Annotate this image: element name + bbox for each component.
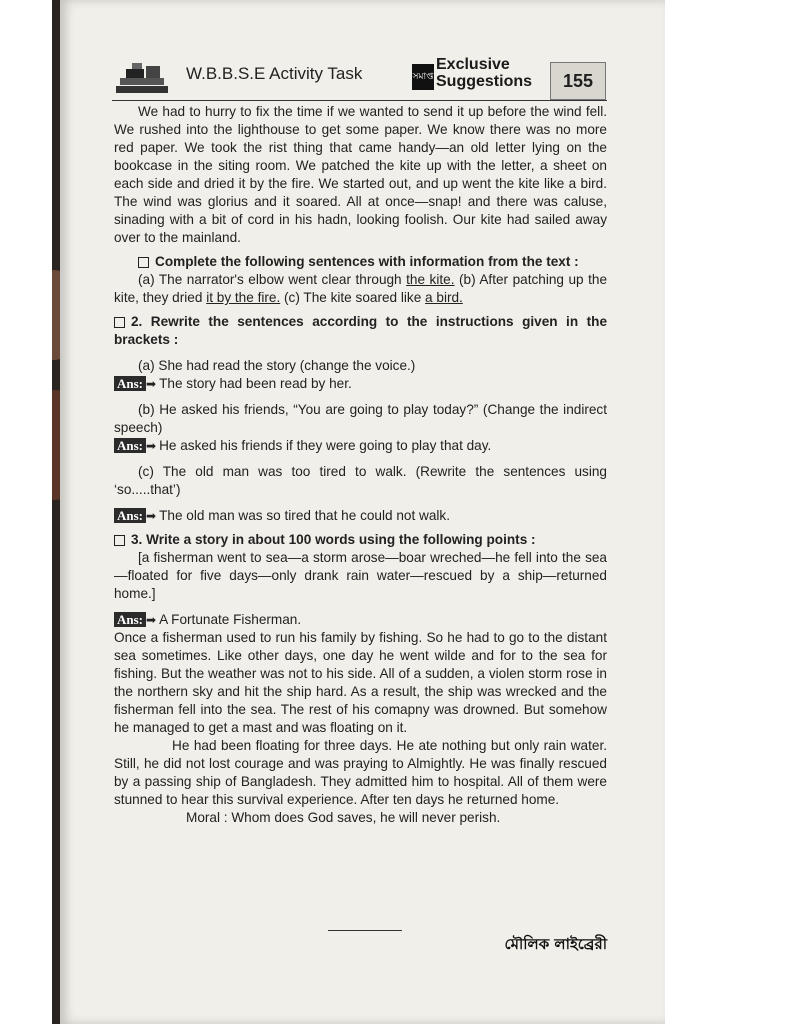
question-2b: (b) He asked his friends, “You are going to play today?” (Change the indirect speech): [114, 402, 607, 435]
arrow-icon: ➡: [146, 613, 157, 627]
question-3-points: [a fisherman went to sea—a storm arose—boar wreched—he fell into the sea—floated for five days—only drank rain water—rescued by a ship—returned home.]: [114, 550, 607, 601]
checkbox-icon: [138, 257, 149, 268]
answer-2b: Ans: ➡ He asked his friends if they were going to play that day.: [114, 437, 607, 455]
header-title: W.B.B.S.E Activity Task: [186, 64, 363, 83]
question-1-title: Complete the following sentences with information from the text :: [114, 253, 607, 271]
answer-2a: Ans: ➡ The story had been read by her.: [114, 375, 607, 393]
answer-2c: Ans: ➡ The old man was so tired that he could not walk.: [114, 507, 607, 525]
question-3-title: 3. Write a story in about 100 words using the following points :: [114, 531, 607, 549]
question-1-answers: (a) The narrator's elbow went clear through the kite. (b) After patching up the kite, they dried it by the fire. (c) The kite soared like a bird.: [114, 272, 607, 305]
page-number: 155: [550, 62, 606, 100]
passage: We had to hurry to fix the time if we wanted to send it up before the wind fell. We rushed into the lighthouse to get some paper. We know there was no more red paper. We took the rist thing that came handy—an old letter lying on the bookcase in the siting room. We patched the kite up with the letter, a sheet on each side and dried it by the fire. We started out, and up went the kite like a bird. The wind was glorius and it soared. All at once—snap! and there was caluse, sinading with a bit of cord in his hadn, looking foolish. Our kite had sailed away over to the mainland.: [114, 104, 607, 245]
header-badge: সমাপ্ত: [412, 64, 434, 90]
books-logo-icon: [112, 60, 172, 96]
ans-label: Ans:: [114, 612, 146, 627]
arrow-icon: ➡: [146, 377, 157, 391]
story-moral: Moral : Whom does God saves, he will never perish.: [186, 810, 501, 825]
checkbox-icon: [114, 317, 125, 328]
footer-stamp: মৌলিক লাইব্রেরী: [504, 935, 607, 953]
story-paragraph-1: Once a fisherman used to run his family by fishing. So he had to go to the distant sea sometimes. Like other days, one day he went wilde and for to the sea for fishing. But the weather was not to his side. All of a sudden, a violen storm rose in the northern sky and hit the ship hard. As a result, the ship was wrecked and the fisherman fell into the sea. The rest of his comapny was drowned. But somehow he managed to get a mast and was floating on it.: [114, 630, 607, 735]
question-2a: (a) She had read the story (change the voice.): [138, 358, 416, 373]
header-exclusive: Exclusive Suggestions: [436, 56, 533, 90]
page-header: [112, 58, 607, 100]
checkbox-icon: [114, 535, 125, 546]
story-paragraph-2: He had been floating for three days. He ate nothing but only rain water. Still, he did not lost courage and was praying to Almightly. He was finally rescued by a passing ship of Bangladesh. They admitted him to hospital. All of them were stunned to hear this survival experience. After ten days he returned home.: [114, 738, 607, 807]
ans-label: Ans:: [114, 508, 146, 523]
answer-3-title: Ans: ➡ A Fortunate Fisherman.: [114, 611, 607, 629]
question-2c: (c) The old man was too tired to walk. (Rewrite the sentences using ‘so.....that’): [114, 464, 607, 497]
question-2-title: 2. Rewrite the sentences according to the instructions given in the brackets :: [114, 314, 607, 347]
page-content: [114, 103, 607, 827]
ans-label: Ans:: [114, 438, 146, 453]
arrow-icon: ➡: [146, 509, 157, 523]
header-rule: [112, 100, 607, 101]
arrow-icon: ➡: [146, 439, 157, 453]
ans-label: Ans:: [114, 376, 146, 391]
footer-rule: [328, 930, 402, 931]
